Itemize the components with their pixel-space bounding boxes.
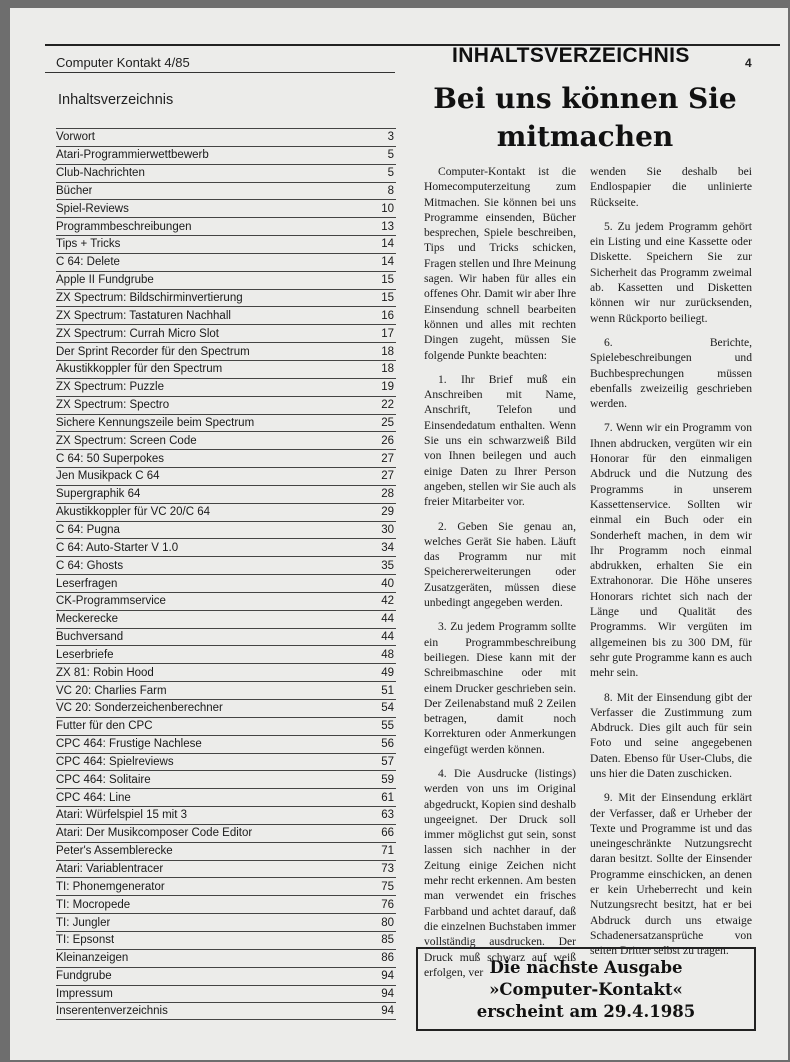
toc-entry-page: 44 (381, 613, 394, 626)
toc-entry (56, 289, 396, 307)
article-paragraph: wenden Sie deshalb bei Endlospapier die unlinierte Rückseite. (590, 165, 752, 209)
toc-entry-page: 94 (381, 1005, 394, 1018)
toc-entry-title: Fundgrube (56, 970, 112, 983)
toc-entry-title: C 64: 50 Superpokes (56, 452, 165, 465)
toc-entry-page: 86 (381, 952, 394, 965)
toc-entry-page: 19 (381, 381, 394, 394)
toc-entry-page: 73 (381, 863, 394, 876)
toc-entry (56, 253, 396, 271)
toc-entry-title: Leserfragen (56, 577, 118, 590)
toc-entry-page: 25 (381, 416, 394, 429)
toc-entry-title: Tips + Tricks (56, 238, 121, 251)
magazine-issue: Computer Kontakt 4/85 (56, 55, 190, 70)
toc-entry-page: 18 (381, 345, 394, 358)
toc-entry (56, 128, 396, 146)
toc-entry-title: ZX Spectrum: Spectro (56, 399, 170, 412)
toc-entry (56, 895, 396, 913)
toc-entry-page: 3 (387, 131, 394, 144)
toc-entry (56, 645, 396, 663)
toc-entry-page: 55 (381, 720, 394, 733)
toc-entry-title: TI: Mocropede (56, 898, 131, 911)
toc-entry (56, 146, 396, 164)
toc-entry-title: VC 20: Sonderzeichenberechner (56, 702, 223, 715)
notice-line-3: erscheint am 29.4.1985 (476, 1002, 696, 1021)
toc-entry (56, 628, 396, 646)
toc-entry-title: CPC 464: Frustige Nachlese (56, 738, 202, 751)
toc-entry-title: Supergraphik 64 (56, 488, 141, 501)
toc-entry-title: TI: Jungler (56, 916, 111, 929)
table-of-contents (56, 128, 396, 1020)
toc-entry-page: 66 (381, 827, 394, 840)
toc-entry (56, 574, 396, 592)
toc-entry-title: Jen Musikpack C 64 (56, 470, 160, 483)
toc-entry-title: CK-Programmservice (56, 595, 166, 608)
toc-entry-title: ZX Spectrum: Screen Code (56, 434, 197, 447)
toc-entry-title: CPC 464: Line (56, 791, 131, 804)
toc-entry-title: Kleinanzeigen (56, 952, 129, 965)
toc-entry (56, 735, 396, 753)
toc-entry (56, 770, 396, 788)
toc-entry-title: Buchversand (56, 631, 124, 644)
toc-entry-title: Spiel-Reviews (56, 202, 129, 215)
toc-entry-page: 5 (387, 167, 394, 180)
toc-entry-page: 28 (381, 488, 394, 501)
toc-entry (56, 503, 396, 521)
toc-entry-title: Impressum (56, 987, 113, 1000)
toc-entry-page: 61 (381, 791, 394, 804)
toc-entry-page: 17 (381, 327, 394, 340)
article-paragraph: 2. Geben Sie genau an, welches Gerät Sie haben. Läuft das Programm nur mit Speichererweiterungen oder Zusatzgeräten, müssen diese unbedingt angegeben werden. (424, 519, 576, 610)
toc-entry (56, 860, 396, 878)
toc-entry-page: 71 (381, 845, 394, 858)
toc-entry-title: Atari-Programmierwettbewerb (56, 149, 209, 162)
toc-entry-title: Club-Nachrichten (56, 167, 145, 180)
toc-entry-page: 15 (381, 274, 394, 287)
toc-entry (56, 324, 396, 342)
toc-entry (56, 877, 396, 895)
article-paragraph: 1. Ihr Brief muß ein Anschreiben mit Name, Anschrift, Telefon und Einsendedatum enthalten. Wenn Sie uns ein schwarzweiß Bild von Ihnen beilegen und auch einige Daten zu Ihrer Person angeben, stellen wir Sie auch als freier Mitarbeiter vor. (424, 372, 576, 509)
toc-entry-title: C 64: Auto-Starter V 1.0 (56, 541, 179, 554)
toc-entry-page: 16 (381, 309, 394, 322)
toc-title: Inhaltsverzeichnis (58, 92, 174, 108)
headline-line-1: Bei uns können Sie (433, 82, 737, 115)
toc-entry (56, 913, 396, 931)
toc-entry-title: Atari: Variablentracer (56, 863, 164, 876)
toc-entry-page: 49 (381, 666, 394, 679)
toc-entry (56, 985, 396, 1003)
toc-entry (56, 414, 396, 432)
toc-entry (56, 949, 396, 967)
toc-entry-title: TI: Epsonst (56, 934, 115, 947)
toc-entry-title: Vorwort (56, 131, 95, 144)
toc-entry-title: Sichere Kennungszeile beim Spectrum (56, 416, 255, 429)
toc-entry-title: VC 20: Charlies Farm (56, 684, 167, 697)
toc-entry (56, 931, 396, 949)
toc-entry-title: Akustikkoppler für den Spectrum (56, 363, 223, 376)
toc-entry-page: 56 (381, 738, 394, 751)
toc-entry (56, 342, 396, 360)
toc-entry (56, 663, 396, 681)
toc-entry-page: 8 (387, 184, 394, 197)
toc-entry-page: 44 (381, 631, 394, 644)
toc-entry-title: Bücher (56, 184, 93, 197)
toc-entry-page: 29 (381, 506, 394, 519)
toc-entry-page: 94 (381, 987, 394, 1000)
toc-entry-title: Apple II Fundgrube (56, 274, 154, 287)
toc-entry-page: 14 (381, 238, 394, 251)
toc-entry (56, 217, 396, 235)
toc-entry (56, 556, 396, 574)
toc-entry-title: ZX Spectrum: Tastaturen Nachhall (56, 309, 231, 322)
toc-entry-title: Der Sprint Recorder für den Spectrum (56, 345, 250, 358)
toc-entry (56, 538, 396, 556)
toc-entry (56, 521, 396, 539)
toc-entry-page: 14 (381, 256, 394, 269)
toc-entry-page: 80 (381, 916, 394, 929)
toc-entry (56, 271, 396, 289)
toc-entry-title: C 64: Pugna (56, 523, 120, 536)
toc-entry-title: CPC 464: Spielreviews (56, 755, 174, 768)
page-number: 4 (745, 56, 752, 70)
toc-entry-title: Peter's Assemblerecke (56, 845, 173, 858)
toc-entry-page: 48 (381, 648, 394, 661)
article-paragraph: 3. Zu jedem Programm sollte ein Programmbeschreibung beiliegen. Diese kann mit der Schreibmaschine oder mit einem Drucker geschrieben sein. Der Zeilenabstand muß 2 Zeilen betragen, damit noch Korrekturen oder Anmerkungen eingefügt werden können. (424, 620, 576, 756)
toc-entry (56, 806, 396, 824)
toc-entry (56, 1002, 396, 1020)
toc-entry (56, 396, 396, 414)
toc-entry (56, 788, 396, 806)
toc-entry (56, 592, 396, 610)
toc-entry (56, 467, 396, 485)
toc-entry-title: ZX Spectrum: Currah Micro Slot (56, 327, 219, 340)
toc-entry-page: 18 (381, 363, 394, 376)
toc-entry (56, 378, 396, 396)
toc-entry (56, 431, 396, 449)
article-paragraph: 4. Die Ausdrucke (listings) werden von uns im Original abgedruckt, Kopien sind deshalb ungeeignet. Der Druck soll immer möglichst gut sein, sonst lassen sich nachher in der Zeitung einige Zeichen nicht mehr recht erkennen. Am besten man verwendet ein frisches Farbband und achtet darauf, daß die einzelnen Buchstaben immer vollständig ausdrucken. Der Druck muß schwarz auf weiß erfolgen, ver (424, 766, 576, 979)
toc-entry-title: C 64: Ghosts (56, 559, 124, 572)
toc-entry (56, 842, 396, 860)
toc-entry-page: 27 (381, 470, 394, 483)
toc-entry-page: 76 (381, 898, 394, 911)
toc-entry-title: ZX 81: Robin Hood (56, 666, 154, 679)
toc-entry-page: 26 (381, 434, 394, 447)
toc-entry-page: 94 (381, 970, 394, 983)
section-title: INHALTSVERZEICHNIS (452, 44, 690, 67)
toc-entry (56, 753, 396, 771)
article-paragraph: 9. Mit der Einsendung erklärt der Verfasser, daß er Urheber der Texte und Programme ist und das uneingeschränkte Nutzungsrecht daran besitzt. Sollte der Einsender Programme einschicken, an denen er kein Urheberrecht und kein Nutzungsrecht besitzt, hat er bei Abdruck durch uns etwaige Schadenersatzansprüche von seiten Dritter selbst zu tragen. (590, 791, 752, 958)
toc-entry (56, 699, 396, 717)
toc-entry-title: Akustikkoppler für VC 20/C 64 (56, 506, 211, 519)
toc-entry-page: 75 (381, 880, 394, 893)
toc-entry-page: 10 (381, 202, 394, 215)
toc-entry-title: ZX Spectrum: Puzzle (56, 381, 165, 394)
toc-entry-title: Meckerecke (56, 613, 118, 626)
article-paragraph: 7. Wenn wir ein Programm von Ihnen abdrucken, vergüten wir ein Honorar für den einmaligen Abdruck und die Nutzung des Programms in unserem Kassettenservice. Sollten wir einmal ein Buch oder ein Sonderheft machen, in dem wir Ihr Programm noch einmal abdrukken, erhalten Sie ein Extrahonorar. Die Höhe unseres Honorars richtet sich nach der Länge und Qualität des Programms. Wir vergüten im allgemeinen bis zu 300 DM, für sehr gute Programme kann es auch mehr sein. (590, 421, 752, 680)
toc-entry-page: 34 (381, 541, 394, 554)
toc-entry-title: Inserentenverzeichnis (56, 1005, 168, 1018)
article-paragraph: 8. Mit der Einsendung gibt der Verfasser die Zustimmung zum Abdruck. Dies gilt auch für sein Foto und seine angegebenen Daten. Ebenso für User-Clubs, die uns hier die Daten zuschicken. (590, 690, 752, 780)
toc-entry-title: ZX Spectrum: Bildschirminvertierung (56, 292, 243, 305)
toc-entry (56, 360, 396, 378)
toc-entry (56, 199, 396, 217)
toc-entry (56, 610, 396, 628)
notice-line-1: Die nächste Ausgabe (489, 958, 683, 977)
toc-entry (56, 306, 396, 324)
notice-line-2: »Computer-Kontakt« (489, 980, 683, 999)
article-headline (420, 80, 750, 156)
headline-line-2: mitmachen (496, 120, 674, 153)
toc-entry-title: Leserbriefe (56, 648, 114, 661)
toc-entry (56, 967, 396, 985)
toc-entry-title: Futter für den CPC (56, 720, 153, 733)
article-paragraph: 5. Zu jedem Programm gehört ein Listing und eine Kassette oder Diskette. Speichern Sie zur Sicherheit das Programm zweimal ab. Kassetten und Disketten können wir nur zurücksenden, wenn Rückporto beiliegt. (590, 219, 752, 325)
toc-entry-page: 59 (381, 773, 394, 786)
article-column-1 (424, 164, 576, 989)
toc-entry-title: TI: Phonemgenerator (56, 880, 165, 893)
toc-entry (56, 164, 396, 182)
toc-entry-title: Atari: Der Musikcomposer Code Editor (56, 827, 253, 840)
toc-entry-page: 15 (381, 292, 394, 305)
toc-entry-page: 57 (381, 755, 394, 768)
article-paragraph: 6. Berichte, Spielebeschreibungen und Buchbesprechungen müssen ebenfalls zweizeilig geschrieben werden. (590, 335, 752, 411)
toc-entry (56, 485, 396, 503)
toc-entry-title: CPC 464: Solitaire (56, 773, 151, 786)
toc-entry-page: 13 (381, 220, 394, 233)
toc-entry-page: 35 (381, 559, 394, 572)
next-issue-notice (416, 947, 756, 1031)
article-paragraph: Computer-Kontakt ist die Homecomputerzeitung zum Mitmachen. Sie können bei uns Programme einsenden, Bücher besprechen, Spiele beschreiben, Tips und Tricks schicken, Fragen stellen und Ihre Meinung sagen. Wir haben für alles ein offenes Ohr. Damit wir aber Ihre Einsendung schnell bearbeiten können und alles mit rechten Dingen zugeht, müssen Sie folgende Punkte beachten: (424, 165, 576, 362)
toc-entry-page: 85 (381, 934, 394, 947)
toc-entry-page: 22 (381, 399, 394, 412)
toc-entry (56, 717, 396, 735)
toc-entry-page: 51 (381, 684, 394, 697)
toc-entry-page: 40 (381, 577, 394, 590)
toc-entry-page: 30 (381, 523, 394, 536)
toc-entry-title: C 64: Delete (56, 256, 120, 269)
article-column-2 (590, 164, 752, 968)
toc-entry (56, 824, 396, 842)
toc-entry (56, 681, 396, 699)
subheader-rule (45, 72, 395, 73)
toc-entry-title: Atari: Würfelspiel 15 mit 3 (56, 809, 188, 822)
toc-entry (56, 235, 396, 253)
toc-entry-page: 5 (387, 149, 394, 162)
toc-entry (56, 449, 396, 467)
toc-entry-page: 42 (381, 595, 394, 608)
toc-entry-title: Programmbeschreibungen (56, 220, 192, 233)
toc-entry (56, 182, 396, 200)
toc-entry-page: 27 (381, 452, 394, 465)
toc-entry-page: 63 (381, 809, 394, 822)
toc-entry-page: 54 (381, 702, 394, 715)
